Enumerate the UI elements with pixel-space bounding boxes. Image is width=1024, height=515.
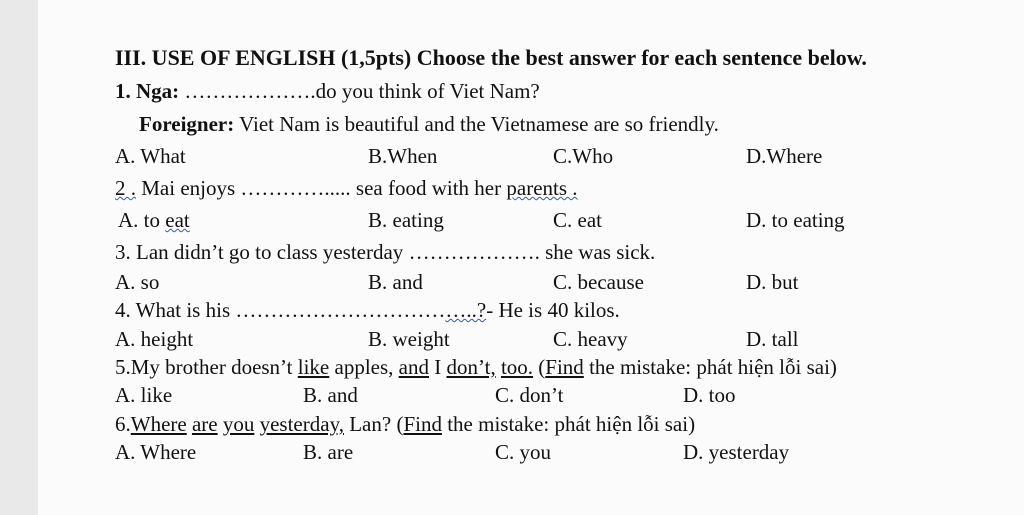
q4-option-b[interactable]: B. weight (368, 327, 450, 351)
q5-text-3: I (434, 355, 442, 379)
worksheet-page (38, 0, 1024, 515)
q5-option-d[interactable]: D. too (683, 383, 736, 407)
q5-find: Find (545, 355, 584, 379)
q1-blank: ………………. (184, 79, 316, 103)
q5-text-5: the mistake: phát hiện lỗi sai) (589, 355, 837, 379)
question-5 (115, 355, 837, 379)
q3-option-b[interactable]: B. and (368, 270, 423, 294)
q4-blank: ………………………… (235, 298, 446, 322)
q5-text-4: ( (538, 355, 546, 379)
q4-text-b: - He is 40 kilos. (486, 298, 620, 322)
question-2 (115, 176, 578, 200)
q2-option-a-word: eat (165, 208, 190, 232)
q1-speaker: 1. Nga: (115, 79, 180, 103)
q2-number: 2 . (115, 176, 136, 200)
q6-text-1: 6. (115, 412, 131, 436)
q3-option-a[interactable]: A. so (115, 270, 160, 294)
q1-option-b[interactable]: B.When (368, 144, 438, 168)
q5-dont: don’t, (446, 355, 496, 379)
q6-are: are (191, 412, 218, 436)
q2-option-c[interactable]: C. eat (553, 208, 602, 232)
q6-find: Find (403, 412, 442, 436)
q6-text-2: Lan? ( (349, 412, 404, 436)
cropped-previous-line (38, 0, 1024, 8)
q2-text-a: Mai enjoys (141, 176, 236, 200)
q4-text-a: 4. What is his (115, 298, 231, 322)
q3-text-b: she was sick. (545, 240, 656, 264)
q4-option-a[interactable]: A. height (115, 327, 194, 351)
q1-reply: Viet Nam is beautiful and the Vietnamese are so friendly. (239, 112, 719, 136)
q4-option-c[interactable]: C. heavy (553, 327, 628, 351)
q3-option-c[interactable]: C. because (553, 270, 644, 294)
q5-option-c[interactable]: C. don’t (495, 383, 564, 407)
q5-text-2: apples, (334, 355, 394, 379)
q6-option-a[interactable]: A. Where (115, 440, 197, 464)
q3-option-d[interactable]: D. but (746, 270, 799, 294)
q1-speaker2: Foreigner: (139, 112, 235, 136)
q5-option-a[interactable]: A. like (115, 383, 173, 407)
q2-text-b: sea food with her (355, 176, 502, 200)
q5-too: too. (500, 355, 534, 379)
question-3 (115, 240, 655, 264)
q1-text: do you think of Viet Nam? (315, 79, 540, 103)
q2-option-a-label: A. to (118, 208, 160, 232)
q1-option-d[interactable]: D.Where (746, 144, 823, 168)
q4-option-d[interactable]: D. tall (746, 327, 799, 351)
q3-blank: ………………. (408, 240, 540, 264)
question-4 (115, 298, 620, 322)
q2-option-b[interactable]: B. eating (368, 208, 444, 232)
section-heading: III. USE OF ENGLISH (1,5pts) Choose the best answer for each sentence below. (115, 45, 867, 70)
q1-option-a[interactable]: A. What (115, 144, 186, 168)
q6-where: Where (130, 412, 187, 436)
q2-blank: …………..... (240, 176, 351, 200)
q5-option-b[interactable]: B. and (303, 383, 358, 407)
q6-option-d[interactable]: D. yesterday (683, 440, 790, 464)
q5-like: like (297, 355, 330, 379)
q5-text-1: 5.My brother doesn’t (115, 355, 293, 379)
question-6 (115, 412, 695, 436)
q2-option-a[interactable] (118, 208, 190, 232)
q4-blank-2: …..? (445, 298, 487, 322)
q5-and: and (398, 355, 429, 379)
q6-text-3: the mistake: phát hiện lỗi sai) (447, 412, 696, 436)
q2-word: parents . (506, 176, 578, 200)
q1-option-c[interactable]: C.Who (553, 144, 614, 168)
question-1 (115, 79, 540, 103)
q6-yesterday: yesterday, (259, 412, 344, 436)
q3-text-a: 3. Lan didn’t go to class yesterday (115, 240, 404, 264)
q6-option-b[interactable]: B. are (303, 440, 354, 464)
question-1-reply (139, 112, 719, 136)
q2-option-d[interactable]: D. to eating (746, 208, 845, 232)
q6-you: you (222, 412, 255, 436)
q6-option-c[interactable]: C. you (495, 440, 552, 464)
